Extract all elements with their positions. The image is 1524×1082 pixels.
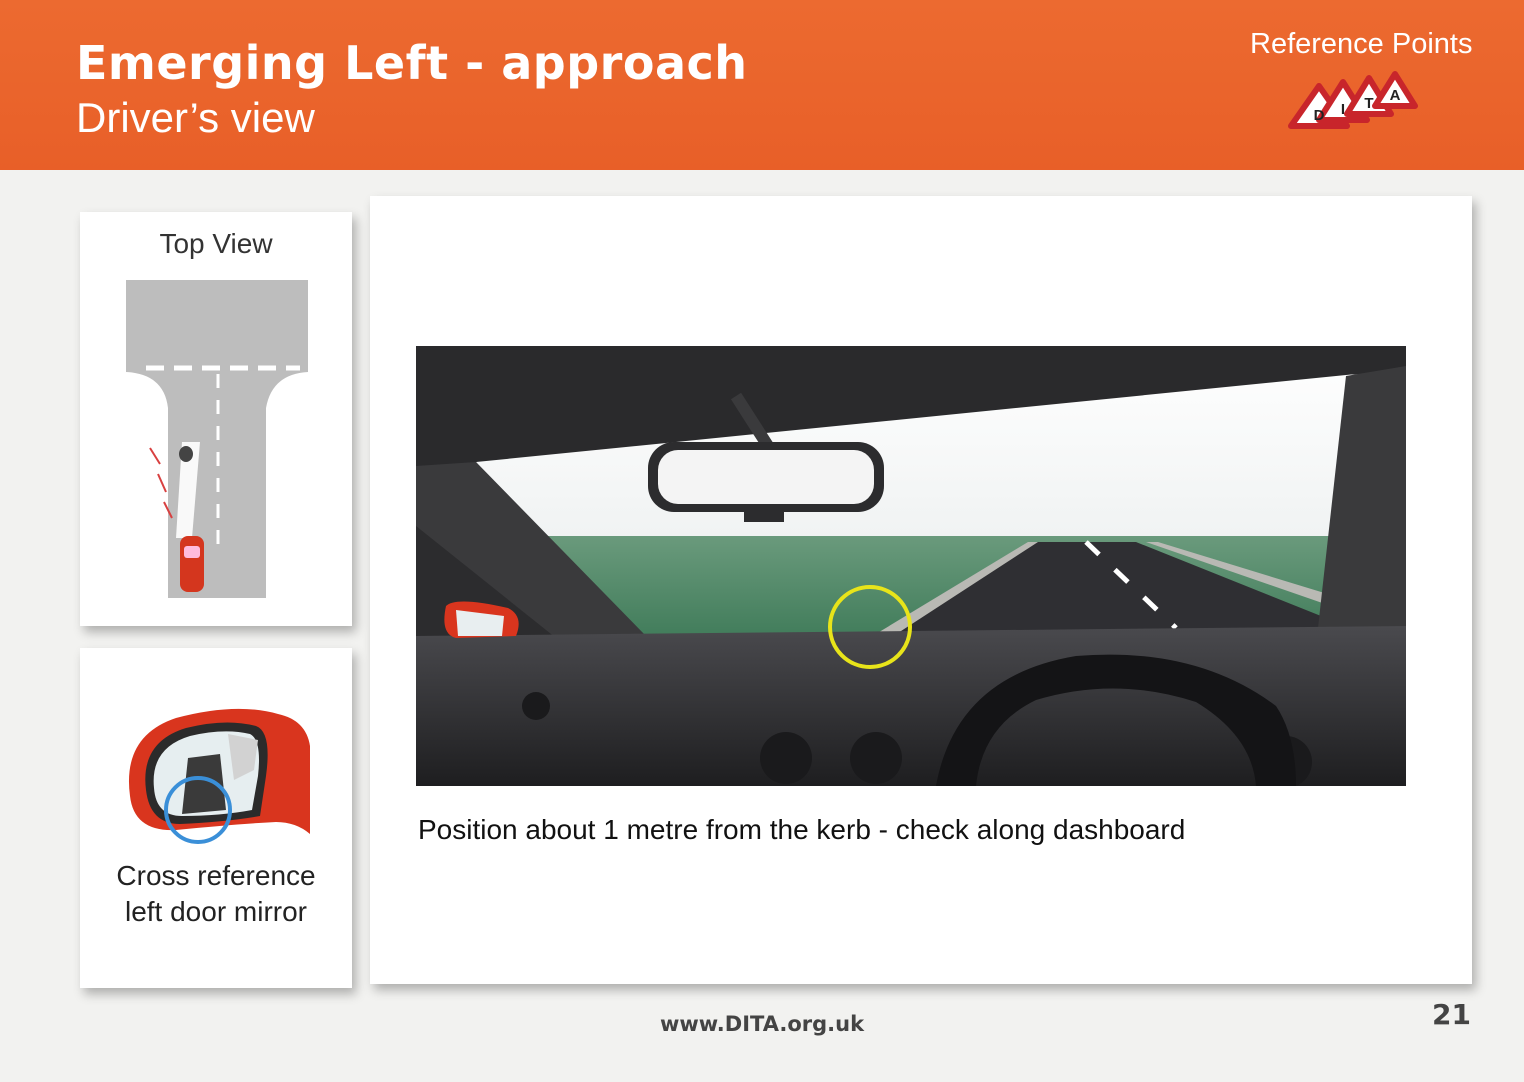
top-view-panel (80, 212, 352, 626)
page-subtitle: Driver’s view (76, 94, 315, 141)
logo-letter-d: D (1313, 107, 1325, 124)
main-caption: Position about 1 metre from the kerb - check along dashboard (418, 814, 1186, 845)
mirror-caption-line2: left door mirror (124, 896, 308, 927)
dita-logo (1285, 68, 1425, 130)
top-view-label: Top View (159, 228, 273, 259)
page-number: 21 (1432, 998, 1471, 1031)
mirror-caption (80, 858, 352, 930)
brand-text: Reference Points (1250, 28, 1473, 60)
drivers-view-illustration (416, 346, 1406, 786)
logo-letter-i: I (1340, 101, 1346, 118)
drivers-view-panel (370, 196, 1472, 984)
door-mirror-illustration (116, 706, 316, 846)
mirror-caption-line1: Cross reference (116, 860, 316, 891)
page-title: Emerging Left - approach (76, 36, 748, 90)
footer-url: www.DITA.org.uk (659, 1012, 865, 1036)
logo-letter-a: A (1389, 87, 1401, 104)
top-view-diagram (124, 278, 310, 604)
mirror-panel (80, 648, 352, 988)
header-banner (0, 0, 1524, 170)
logo-letter-t: T (1364, 95, 1374, 112)
